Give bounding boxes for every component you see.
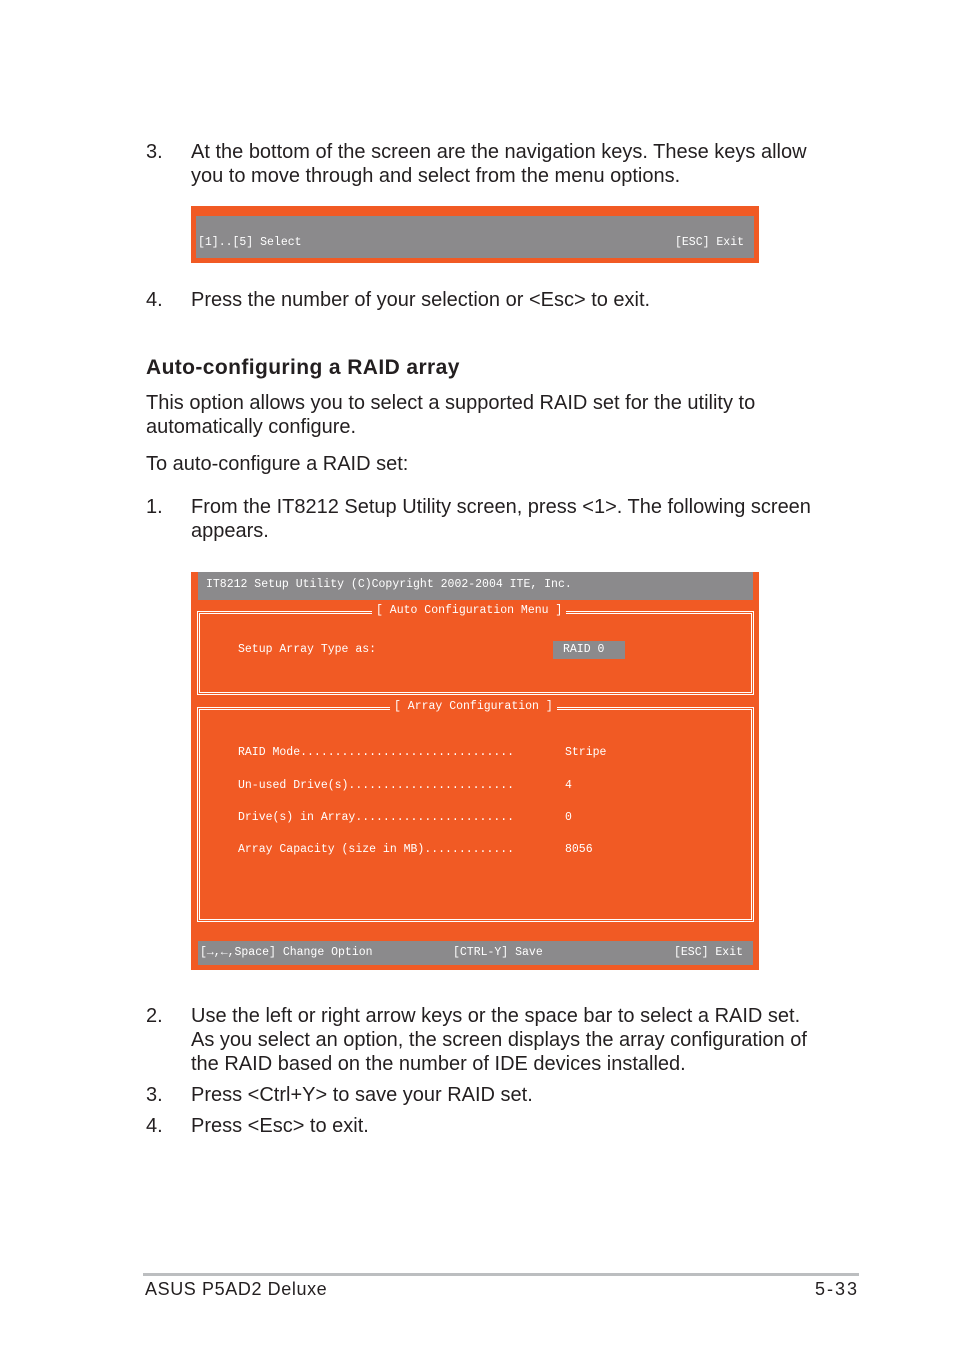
step-text-line: Press <Ctrl+Y> to save your RAID set. bbox=[191, 1084, 533, 1106]
bios-screen-figure bbox=[191, 572, 759, 970]
step-text-line: At the bottom of the screen are the navigation keys. These keys allow bbox=[191, 141, 807, 163]
step-text-line: Use the left or right arrow keys or the space bar to select a RAID set. bbox=[191, 1005, 801, 1027]
intro-line: automatically configure. bbox=[146, 416, 357, 438]
step-text-line: As you select an option, the screen displays the array configuration of bbox=[191, 1029, 807, 1051]
auto-config-menu-title: [ Auto Configuration Menu ] bbox=[372, 604, 566, 617]
step-number: 4. bbox=[146, 1115, 163, 1137]
change-option-hint: [→,←,Space] Change Option bbox=[200, 946, 373, 959]
footer-page-number: 5-33 bbox=[814, 1279, 859, 1299]
save-hint: [CTRL-Y] Save bbox=[453, 946, 543, 959]
section-lead: To auto-configure a RAID set: bbox=[146, 453, 409, 475]
navigation-keys-figure bbox=[191, 206, 759, 263]
unused-drives-label: Un-used Drive(s)........................ bbox=[238, 779, 515, 792]
array-type-selector[interactable] bbox=[553, 641, 625, 659]
step-number: 1. bbox=[146, 496, 163, 518]
array-type-value: RAID 0 bbox=[563, 643, 605, 656]
array-type-label: Setup Array Type as: bbox=[238, 643, 377, 656]
bios-bottom-bar bbox=[198, 941, 753, 965]
step-number: 2. bbox=[146, 1005, 163, 1027]
drives-in-array-value: 0 bbox=[565, 811, 572, 824]
footer-rule bbox=[143, 1273, 859, 1276]
raid-mode-label: RAID Mode............................... bbox=[238, 746, 515, 759]
exit-hint: [ESC] Exit bbox=[673, 946, 743, 959]
footer-product-name: ASUS P5AD2 Deluxe bbox=[145, 1279, 328, 1299]
step-number: 3. bbox=[146, 1084, 163, 1106]
step-text-line: Press the number of your selection or <Esc> to exit. bbox=[191, 289, 651, 311]
step-number: 3. bbox=[146, 141, 163, 163]
intro-line: This option allows you to select a supported RAID set for the utility to bbox=[146, 392, 756, 414]
navigation-bar bbox=[196, 216, 754, 258]
unused-drives-value: 4 bbox=[565, 779, 572, 792]
step-text-line: Press <Esc> to exit. bbox=[191, 1115, 369, 1137]
raid-mode-value: Stripe bbox=[565, 746, 607, 759]
array-config-title: [ Array Configuration ] bbox=[390, 700, 557, 713]
step-text-line: From the IT8212 Setup Utility screen, press <1>. The following screen bbox=[191, 496, 811, 518]
step-text-line: appears. bbox=[191, 520, 269, 542]
step-text-line: you to move through and select from the menu options. bbox=[191, 165, 681, 187]
drives-in-array-label: Drive(s) in Array....................... bbox=[238, 811, 515, 824]
array-capacity-value: 8056 bbox=[565, 843, 593, 856]
step-text-line: the RAID based on the number of IDE devices installed. bbox=[191, 1053, 686, 1075]
nav-select-hint: [1]..[5] Select bbox=[198, 236, 302, 249]
section-heading: Auto-configuring a RAID array bbox=[146, 356, 460, 379]
step-number: 4. bbox=[146, 289, 163, 311]
array-capacity-label: Array Capacity (size in MB)............. bbox=[238, 843, 515, 856]
nav-exit-hint: [ESC] Exit bbox=[674, 236, 744, 249]
section-intro bbox=[146, 391, 846, 439]
bios-title-bar bbox=[198, 572, 753, 600]
bios-title: IT8212 Setup Utility (C)Copyright 2002-2004 ITE, Inc. bbox=[206, 578, 572, 591]
